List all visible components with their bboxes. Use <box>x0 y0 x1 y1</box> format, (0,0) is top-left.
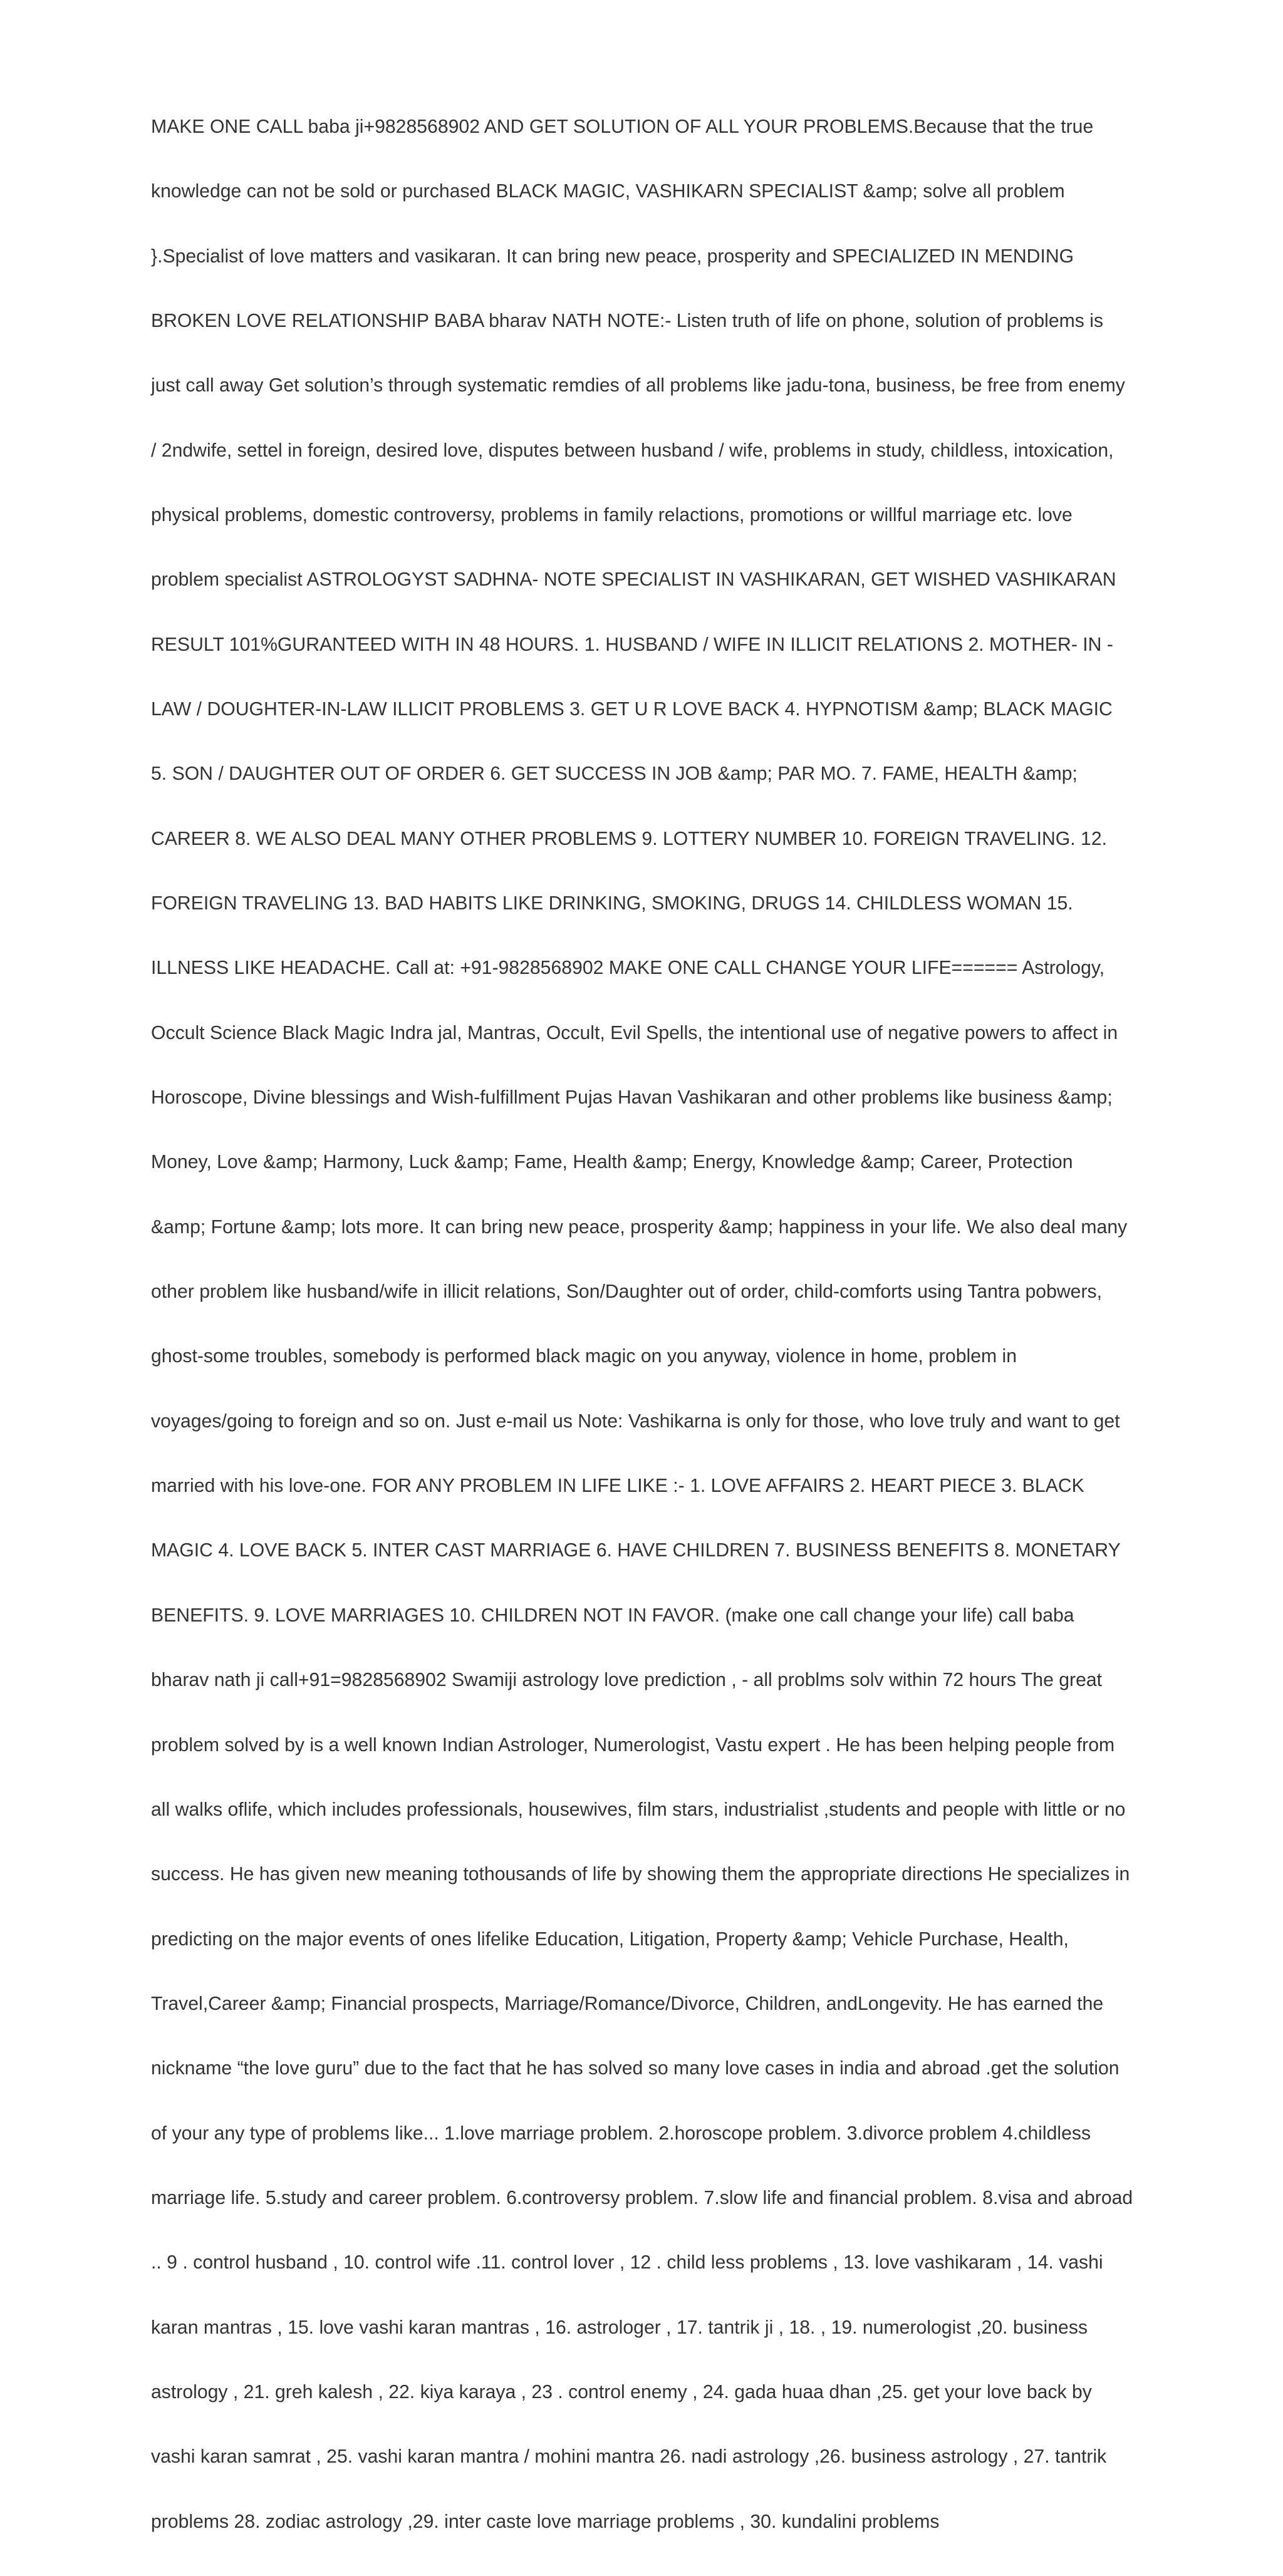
text-line: problem specialist ASTROLOGYST SADHNA- NOTE SPECIALIST IN VASHIKARAN, GET WISHED VASHIKARAN <box>151 569 1116 591</box>
text-line: MAGIC 4. LOVE BACK 5. INTER CAST MARRIAGE 6. HAVE CHILDREN 7. BUSINESS BENEFITS 8. MONETARY <box>151 1540 1121 1561</box>
text-line: LAW / DOUGHTER-IN-LAW ILLICIT PROBLEMS 3. GET U R LOVE BACK 4. HYPNOTISM &amp; BLACK MAGIC <box>151 699 1113 720</box>
text-line: FOREIGN TRAVELING 13. BAD HABITS LIKE DRINKING, SMOKING, DRUGS 14. CHILDLESS WOMAN 15. <box>151 893 1073 914</box>
text-line: all walks oflife, which includes professionals, housewives, film stars, industrialist ,students and people with little or no <box>151 1799 1126 1820</box>
text-line: ghost-some troubles, somebody is performed black magic on you anyway, violence in home, problem in <box>151 1346 1017 1367</box>
text-line: 5. SON / DAUGHTER OUT OF ORDER 6. GET SUCCESS IN JOB &amp; PAR MO. 7. FAME, HEALTH &amp; <box>151 763 1078 785</box>
text-line: Occult Science Black Magic Indra jal, Mantras, Occult, Evil Spells, the intentional use of negative powers to affect in <box>151 1022 1118 1043</box>
text-line: astrology , 21. greh kalesh , 22. kiya karaya , 23 . control enemy , 24. gada huaa dhan ,25. get your love back by <box>151 2381 1092 2403</box>
text-line: MAKE ONE CALL baba ji+9828568902 AND GET SOLUTION OF ALL YOUR PROBLEMS.Because that the true <box>151 116 1094 137</box>
text-line: karan mantras , 15. love vashi karan mantras , 16. astrologer , 17. tantrik ji , 18. , 19. numerologist ,20. business <box>151 2317 1088 2338</box>
text-line: CAREER 8. WE ALSO DEAL MANY OTHER PROBLEMS 9. LOTTERY NUMBER 10. FOREIGN TRAVELING. 12. <box>151 828 1107 849</box>
text-line: .. 9 . control husband , 10. control wife .11. control lover , 12 . child less problems , 13. love vashikaram , 14. vashi <box>151 2252 1103 2273</box>
text-line: BENEFITS. 9. LOVE MARRIAGES 10. CHILDREN NOT IN FAVOR. (make one call change your life) call baba <box>151 1605 1074 1626</box>
text-line: BROKEN LOVE RELATIONSHIP BABA bharav NATH NOTE:- Listen truth of life on phone, solution of problems is <box>151 310 1104 331</box>
text-line: of your any type of problems like... 1.love marriage problem. 2.horoscope problem. 3.divorce problem 4.childless <box>151 2123 1091 2144</box>
text-line: physical problems, domestic controversy, problems in family relactions, promotions or willful marriage etc. love <box>151 504 1073 525</box>
text-line: other problem like husband/wife in illicit relations, Son/Daughter out of order, child-comforts using Tantra pobwers, <box>151 1281 1102 1303</box>
text-line: }.Specialist of love matters and vasikaran. It can bring new peace, prosperity and SPECIALIZED IN MENDING <box>151 246 1074 267</box>
text-line: success. He has given new meaning tothousands of life by showing them the appropriate directions He specializes in <box>151 1864 1130 1885</box>
text-line: vashi karan samrat , 25. vashi karan mantra / mohini mantra 26. nadi astrology ,26. business astrology , 27. tantrik <box>151 2446 1107 2468</box>
text-line: voyages/going to foreign and so on. Just e-mail us Note: Vashikarna is only for those, who love truly and want to get <box>151 1410 1120 1432</box>
text-line: predicting on the major events of ones lifelike Education, Litigation, Property &amp; Vehicle Purchase, Health, <box>151 1928 1069 1950</box>
text-line: just call away Get solution’s through systematic remdies of all problems like jadu-tona, business, be free from enemy <box>151 375 1125 396</box>
text-line: married with his love-one. FOR ANY PROBLEM IN LIFE LIKE :- 1. LOVE AFFAIRS 2. HEART PIECE 3. BLACK <box>151 1476 1084 1497</box>
text-line: problems 28. zodiac astrology ,29. inter caste love marriage problems , 30. kundalini problems <box>151 2511 940 2532</box>
text-line: ILLNESS LIKE HEADACHE. Call at: +91-9828568902 MAKE ONE CALL CHANGE YOUR LIFE====== Astrology, <box>151 958 1105 979</box>
text-line: marriage life. 5.study and career problem. 6.controversy problem. 7.slow life and financial problem. 8.visa and abroad <box>151 2187 1133 2208</box>
body-text <box>151 73 1135 2576</box>
text-line: bharav nath ji call+91=9828568902 Swamiji astrology love prediction , - all problms solv within 72 hours The great <box>151 1670 1103 1691</box>
text-line: Money, Love &amp; Harmony, Luck &amp; Fame, Health &amp; Energy, Knowledge &amp; Career, Protection <box>151 1152 1073 1173</box>
text-line: &amp; Fortune &amp; lots more. It can bring new peace, prosperity &amp; happiness in your life. We also deal many <box>151 1216 1128 1238</box>
text-line: Horoscope, Divine blessings and Wish-fulfillment Pujas Havan Vashikaran and other problems like business &amp; <box>151 1087 1113 1109</box>
text-line: nickname “the love guru” due to the fact that he has solved so many love cases in india and abroad .get the solution <box>151 2058 1119 2079</box>
text-line: problem solved by is a well known Indian Astrologer, Numerologist, Vastu expert . He has been helping people from <box>151 1734 1115 1756</box>
text-line: Travel,Career &amp; Financial prospects, Marriage/Romance/Divorce, Children, andLongevity. He has earned the <box>151 1993 1104 2014</box>
text-line: / 2ndwife, settel in foreign, desired love, disputes between husband / wife, problems in study, childless, intoxication, <box>151 440 1114 461</box>
text-line: knowledge can not be sold or purchased BLACK MAGIC, VASHIKARN SPECIALIST &amp; solve all problem <box>151 181 1065 202</box>
text-line: RESULT 101%GURANTEED WITH IN 48 HOURS. 1. HUSBAND / WIFE IN ILLICIT RELATIONS 2. MOTHER- IN - <box>151 634 1113 655</box>
